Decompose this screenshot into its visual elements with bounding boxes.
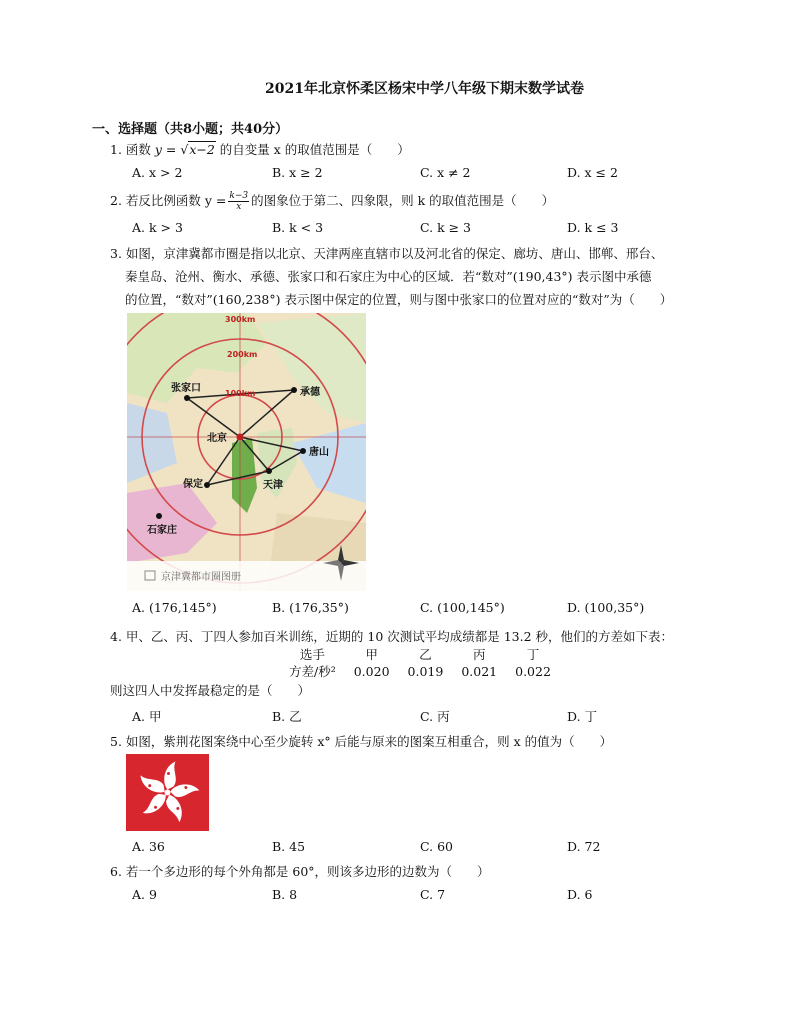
q5-option-d: D. 72	[567, 839, 601, 854]
q2-prefix: 2. 若反比例函数 y =	[110, 193, 227, 208]
q6-line-1: 6. 若一个多边形的每个外角都是 60°，则该多边形的边数为（ ）	[110, 864, 490, 879]
q2-fraction	[228, 191, 249, 212]
table-cell: 0.021	[461, 664, 498, 679]
question-1	[110, 139, 410, 161]
table-cell: 选手	[299, 647, 325, 662]
city-tangshan: 唐山	[309, 447, 329, 458]
q4-option-c: C. 丙	[420, 709, 450, 724]
q2-denominator: x	[236, 201, 242, 212]
q2-option-d: D. k ≤ 3	[567, 220, 619, 235]
q1-suffix: 的自变量 x 的取值范围是（ ）	[215, 142, 410, 157]
table-cell: 0.022	[515, 664, 551, 679]
q6-option-c: C. 7	[420, 887, 446, 902]
q3-line-1: 3. 如图，京津冀都市圈是指以北京、天津两座直辖市以及河北省的保定、廊坊、唐山、邯郸、邢台、	[110, 246, 664, 261]
q4-line-1: 4. 甲、乙、丙、丁四人参加百米训练，近期的 10 次测试平均成绩都是 13.2 秒，他们的方差如下表：	[110, 629, 674, 644]
q2-numerator: k−3	[229, 190, 249, 201]
q3-option-b: B. (176,35°)	[272, 600, 349, 615]
ring-100km-label: 100km	[225, 389, 256, 398]
q2-option-b: B. k < 3	[272, 220, 324, 235]
map-graphic	[127, 313, 366, 591]
q4-option-b: B. 乙	[272, 709, 302, 724]
sqrt-sign: √	[180, 142, 189, 157]
q3-line-2: 秦皇岛、沧州、衡水、承德、张家口和石家庄为中心的区域．若“数对”(190,43°) 表示图中承德	[125, 269, 652, 284]
table-cell: 丙	[472, 647, 486, 662]
q1-option-b: B. x ≥ 2	[272, 165, 323, 180]
table-row	[280, 663, 560, 680]
q3-option-d: D. (100,35°)	[567, 600, 645, 615]
q1-option-c: C. x ≠ 2	[420, 165, 471, 180]
table-cell: 0.019	[407, 664, 444, 679]
q4-line-2: 则这四人中发挥最稳定的是（ ）	[110, 683, 311, 698]
ring-300km-label: 300km	[225, 315, 256, 324]
q3-option-c: C. (100,145°)	[420, 600, 505, 615]
section-heading: 一、选择题（共8小题；共40分）	[92, 122, 289, 137]
q4-option-a: A. 甲	[132, 709, 162, 724]
jingjinji-map	[127, 313, 366, 591]
q5-option-b: B. 45	[272, 839, 306, 854]
q5-option-a: A. 36	[132, 839, 165, 854]
table-cell: 方差/秒²	[289, 664, 336, 679]
q3-option-a: A. (176,145°)	[132, 600, 217, 615]
bauhinia-icon	[126, 754, 209, 831]
city-zhangjiakou: 张家口	[171, 383, 201, 394]
city-shijiazhuang: 石家庄	[147, 525, 177, 536]
q1-option-a: A. x > 2	[132, 165, 183, 180]
q5-option-c: C. 60	[420, 839, 453, 854]
city-chengde: 承德	[300, 387, 320, 398]
ring-200km-label: 200km	[227, 350, 258, 359]
city-baoding: 保定	[183, 479, 203, 490]
question-2	[110, 190, 554, 212]
exam-title: 2021年北京怀柔区杨宋中学八年级下期末数学试卷	[265, 81, 584, 97]
q4-option-d: D. 丁	[567, 709, 598, 724]
q2-option-a: A. k > 3	[132, 220, 183, 235]
table-cell: 0.020	[353, 664, 390, 679]
q6-option-a: A. 9	[132, 887, 157, 902]
q1-y: y =	[154, 142, 181, 157]
q3-line-3: 的位置，“数对”(160,238°) 表示图中保定的位置，则与图中张家口的位置对应的“数对”为（ ）	[125, 292, 673, 307]
table-header-row	[280, 646, 560, 663]
q1-radicand: x−2	[189, 142, 215, 157]
bauhinia-flag-image	[126, 754, 209, 831]
map-caption: 京津冀都市圈图册	[161, 572, 241, 583]
variance-table	[280, 646, 560, 680]
q2-option-c: C. k ≥ 3	[420, 220, 472, 235]
city-beijing: 北京	[207, 433, 227, 444]
table-cell: 乙	[419, 647, 432, 662]
q1-prefix: 1. 函数	[110, 142, 155, 157]
table-cell: 丁	[526, 647, 540, 662]
q2-suffix: 的图象位于第二、四象限，则 k 的取值范围是（ ）	[251, 193, 555, 208]
q6-option-d: D. 6	[567, 887, 593, 902]
table-cell: 甲	[365, 647, 378, 662]
q6-option-b: B. 8	[272, 887, 298, 902]
city-tianjin: 天津	[263, 480, 283, 491]
q5-line-1: 5. 如图，紫荆花图案绕中心至少旋转 x° 后能与原来的图案互相重合，则 x 的值为（ ）	[110, 734, 613, 749]
q1-option-d: D. x ≤ 2	[567, 165, 618, 180]
